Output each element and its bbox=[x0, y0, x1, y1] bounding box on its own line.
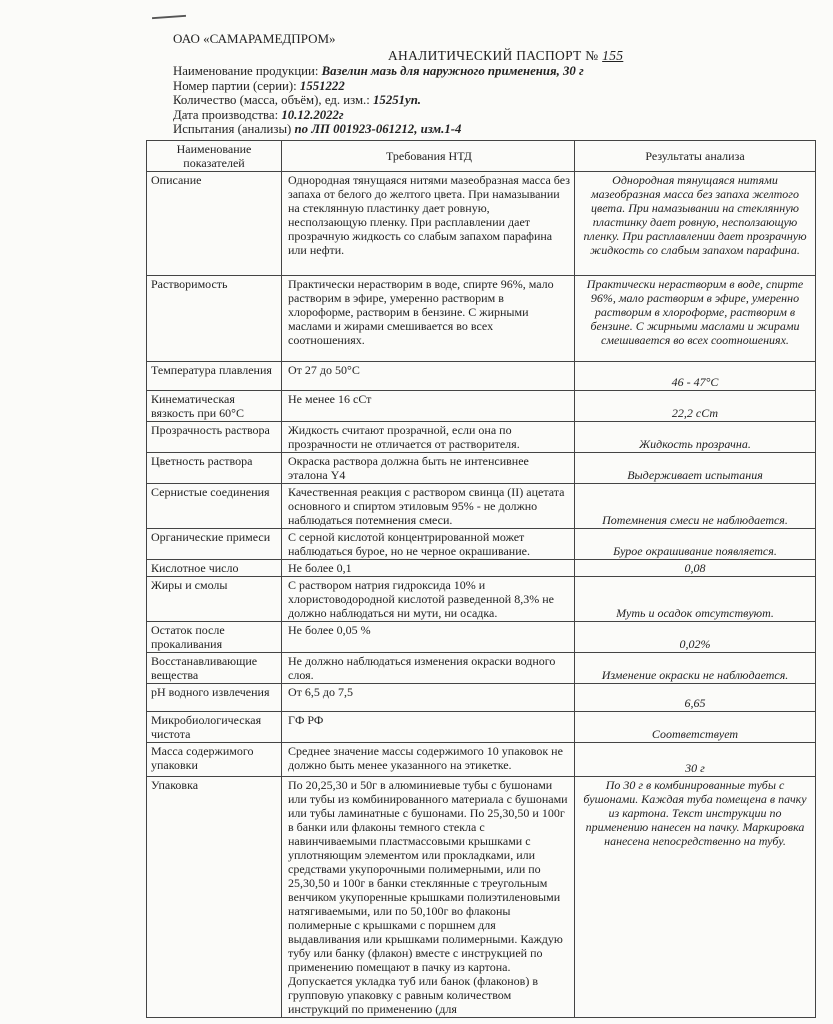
table-row bbox=[147, 653, 816, 684]
table-row bbox=[147, 684, 816, 712]
table-row bbox=[147, 172, 816, 276]
requirement: По 20,25,30 и 50г в алюминиевые тубы с бушонами или тубы из комбинированного материала с бушонами или тубы ламинатные с бушонами. По 25,30,50 и 100г в банки или флаконы темного стекла с навинчиваемыми пластмассовыми крышками с уплотняющим элементом или прокладками, или средствами укупорочными полимерными, или по 25,30,50 и 100г в банки стеклянные с треугольным венчиком укупоренные крышками полиэтиленовыми натягиваемыми, или по 50,100г во флаконы полимерные с крышками с поршнем для выдавливания или крышками полимерными. Каждую тубу или банку (флакон) вместе с инструкцией по применению помещают в пачку из картона. Допускается укладка туб или банок (флаконов) в групповую упаковку с равным количеством инструкций по применению (для bbox=[282, 777, 575, 1018]
requirement: Практически нерастворим в воде, спирте 96%, мало растворим в эфире, умеренно растворим в хлороформе, растворим в бензине. С жирными маслами и жирами смешивается во всех соотношениях. bbox=[282, 276, 575, 362]
table-row bbox=[147, 622, 816, 653]
result: Выдерживает испытания bbox=[575, 453, 816, 484]
meta-value: 1551222 bbox=[299, 78, 345, 93]
table-row bbox=[147, 777, 816, 1018]
table-row bbox=[147, 743, 816, 777]
indicator-name: Микробиологическая чистота bbox=[147, 712, 282, 743]
result: Муть и осадок отсутствуют. bbox=[575, 577, 816, 622]
requirement: Однородная тянущаяся нитями мазеобразная масса без запаха от белого до желтого цвета. При намазывании на стеклянную пластинку дает ровную, несползающую пленку. При расплавлении дает прозрачную жидкость со слабым запахом парафина или нефти. bbox=[282, 172, 575, 276]
table-row bbox=[147, 560, 816, 577]
result: 0,08 bbox=[575, 560, 816, 577]
table-row bbox=[147, 484, 816, 529]
indicator-name: Органические примеси bbox=[147, 529, 282, 560]
meta-value: 10.12.2022г bbox=[281, 107, 344, 122]
indicator-name: Остаток после прокаливания bbox=[147, 622, 282, 653]
header-requirements: Требования НТД bbox=[282, 141, 575, 172]
indicator-name: pH водного извлечения bbox=[147, 684, 282, 712]
requirement: С раствором натрия гидроксида 10% и хлористоводородной кислотой разведенной 8,3% не должно наблюдаться ни мути, ни осадка. bbox=[282, 577, 575, 622]
requirement: Не более 0,05 % bbox=[282, 622, 575, 653]
result: По 30 г в комбинированные тубы с бушонами. Каждая туба помещена в пачку из картона. Текст инструкции по применению нанесен на пачку. Маркировка нанесена непосредственно на тубу. bbox=[575, 777, 816, 1018]
table-row bbox=[147, 529, 816, 560]
result: Соответствует bbox=[575, 712, 816, 743]
meta-quantity bbox=[173, 93, 584, 108]
result: 6,65 bbox=[575, 684, 816, 712]
meta-label: Испытания (анализы) bbox=[173, 122, 292, 136]
meta-label: Дата производства: bbox=[173, 107, 279, 122]
meta-date bbox=[173, 108, 584, 123]
meta-label: Номер партии (серии): bbox=[173, 78, 297, 93]
indicator-name: Цветность раствора bbox=[147, 453, 282, 484]
header-results: Результаты анализа bbox=[575, 141, 816, 172]
indicator-name: Прозрачность раствора bbox=[147, 422, 282, 453]
table-row bbox=[147, 453, 816, 484]
requirement: От 27 до 50°С bbox=[282, 362, 575, 391]
table-row bbox=[147, 422, 816, 453]
meta-label: Количество (масса, объём), ед. изм.: bbox=[173, 93, 370, 107]
requirement: Качественная реакция с раствором свинца (II) ацетата основного и спиртом этиловым 95% - не должно наблюдаться потемнения смеси. bbox=[282, 484, 575, 529]
requirement: От 6,5 до 7,5 bbox=[282, 684, 575, 712]
document-title bbox=[388, 48, 623, 63]
organization-name: ОАО «САМАРАМЕДПРОМ» bbox=[173, 31, 336, 46]
table-body bbox=[147, 172, 816, 1018]
result: 30 г bbox=[575, 743, 816, 777]
meta-batch bbox=[173, 79, 584, 94]
table-header bbox=[147, 141, 816, 172]
requirement: Не должно наблюдаться изменения окраски водного слоя. bbox=[282, 653, 575, 684]
result: Жидкость прозрачна. bbox=[575, 422, 816, 453]
result: 22,2 сСт bbox=[575, 391, 816, 422]
requirement: Не менее 16 сСт bbox=[282, 391, 575, 422]
title-text: АНАЛИТИЧЕСКИЙ ПАСПОРТ № bbox=[388, 48, 599, 63]
header-indicator: Наименование показателей bbox=[147, 141, 282, 172]
result: Бурое окрашивание появляется. bbox=[575, 529, 816, 560]
indicator-name: Температура плавления bbox=[147, 362, 282, 391]
requirement: Не более 0,1 bbox=[282, 560, 575, 577]
requirement: ГФ РФ bbox=[282, 712, 575, 743]
result: 46 - 47°С bbox=[575, 362, 816, 391]
meta-tests bbox=[173, 122, 584, 137]
indicator-name: Упаковка bbox=[147, 777, 282, 1018]
meta-value: по ЛП 001923-061212, изм.1-4 bbox=[294, 122, 462, 136]
indicator-name: Сернистые соединения bbox=[147, 484, 282, 529]
indicator-name: Жиры и смолы bbox=[147, 577, 282, 622]
analysis-table bbox=[146, 140, 816, 1018]
result: Потемнения смеси не наблюдается. bbox=[575, 484, 816, 529]
indicator-name: Кислотное число bbox=[147, 560, 282, 577]
table-row bbox=[147, 276, 816, 362]
result: Однородная тянущаяся нитями мазеобразная масса без запаха желтого цвета. При намазывании на стеклянную пластинку дает ровную, несползающую пленку. При расплавлении дает прозрачную жидкость со слабым запахом парафина. bbox=[575, 172, 816, 276]
table-row bbox=[147, 362, 816, 391]
indicator-name: Растворимость bbox=[147, 276, 282, 362]
meta-value: 15251уп. bbox=[373, 93, 422, 107]
meta-product bbox=[173, 64, 584, 79]
table-row bbox=[147, 577, 816, 622]
indicator-name: Восстанавливающие вещества bbox=[147, 653, 282, 684]
indicator-name: Описание bbox=[147, 172, 282, 276]
product-info bbox=[173, 64, 584, 137]
result: Изменение окраски не наблюдается. bbox=[575, 653, 816, 684]
indicator-name: Масса содержимого упаковки bbox=[147, 743, 282, 777]
result: Практически нерастворим в воде, спирте 96%, мало растворим в эфире, умеренно растворим в хлороформе, растворим в бензине. С жирными маслами и жирами смешивается во всех соотношениях. bbox=[575, 276, 816, 362]
pen-mark bbox=[152, 15, 186, 19]
requirement: С серной кислотой концентрированной может наблюдаться бурое, но не черное окрашивание. bbox=[282, 529, 575, 560]
result: 0,02% bbox=[575, 622, 816, 653]
passport-number: 155 bbox=[602, 48, 624, 63]
table-row bbox=[147, 391, 816, 422]
requirement: Жидкость считают прозрачной, если она по прозрачности не отличается от растворителя. bbox=[282, 422, 575, 453]
meta-label: Наименование продукции: bbox=[173, 64, 319, 78]
requirement: Среднее значение массы содержимого 10 упаковок не должно быть менее указанного на этикетке. bbox=[282, 743, 575, 777]
requirement: Окраска раствора должна быть не интенсивнее эталона Y4 bbox=[282, 453, 575, 484]
meta-value: Вазелин мазь для наружного применения, 30 г bbox=[321, 64, 584, 78]
indicator-name: Кинематическая вязкость при 60°С bbox=[147, 391, 282, 422]
table-row bbox=[147, 712, 816, 743]
